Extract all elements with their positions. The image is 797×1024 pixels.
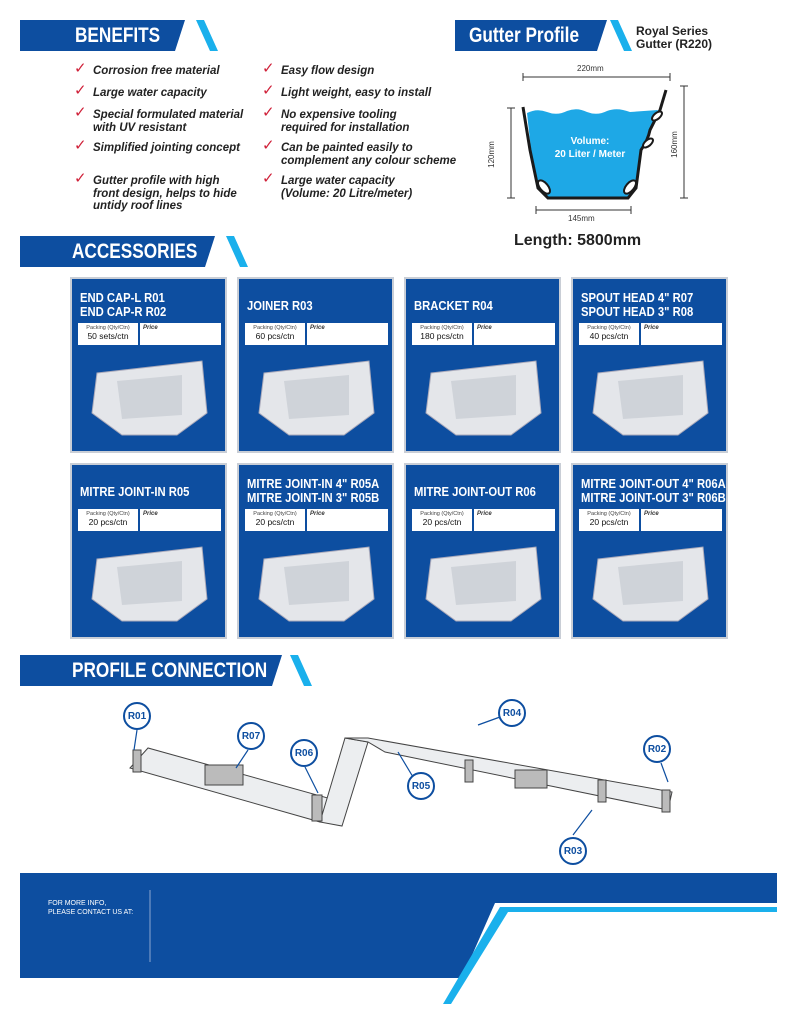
accessory-title: MITRE JOINT-IN 4" R05A MITRE JOINT-IN 3" R05B	[247, 477, 380, 505]
series-name: Royal Series	[636, 24, 709, 38]
packing-label: Packing (Qty/Ctn)	[420, 325, 464, 331]
profile-connection-header	[20, 655, 315, 686]
accessory-title: JOINER R03	[247, 299, 313, 313]
accessory-title: MITRE JOINT-IN R05	[80, 485, 190, 499]
price-box: Price	[641, 323, 722, 345]
price-box: Price	[641, 509, 722, 531]
volume-value: 20 Liter / Meter	[554, 149, 626, 160]
packing-value: 20 pcs/ctn	[589, 517, 629, 527]
accessory-image	[416, 539, 551, 629]
benefit-text: Large water capacity (Volume: 20 Litre/meter)	[281, 175, 413, 200]
volume-title: Volume:	[570, 136, 610, 147]
accessory-image	[82, 353, 217, 443]
accessory-card[interactable]	[571, 463, 728, 639]
accessory-title: MITRE JOINT-OUT 4" R06A MITRE JOINT-OUT 3" R06B	[581, 477, 726, 505]
packing-value: 20 pcs/ctn	[422, 517, 462, 527]
accessory-title: SPOUT HEAD 4" R07 SPOUT HEAD 3" R08	[581, 291, 694, 319]
checkmark-icon: ✓	[262, 137, 275, 154]
accessory-card[interactable]	[404, 463, 561, 639]
checkmark-icon: ✓	[74, 82, 87, 99]
packing-box	[412, 509, 472, 531]
accessory-card[interactable]	[237, 277, 394, 453]
packing-box	[78, 323, 138, 345]
accessory-image	[82, 539, 217, 629]
packing-value: 60 pcs/ctn	[255, 331, 295, 341]
benefit-text: Special formulated material with UV resistant	[93, 109, 244, 134]
gutter-series	[636, 25, 712, 51]
tag-r02: R02	[643, 735, 671, 763]
packing-value: 40 pcs/ctn	[589, 331, 629, 341]
footer-band	[0, 860, 797, 1024]
footer-contact-text: FOR MORE INFO, PLEASE CONTACT US AT:	[48, 900, 134, 916]
checkmark-icon: ✓	[74, 60, 87, 77]
top-width-label: 220mm	[577, 64, 604, 73]
tag-r06: R06	[290, 739, 318, 767]
accessory-card[interactable]	[404, 277, 561, 453]
price-box: Price	[474, 323, 555, 345]
benefit-text: No expensive tooling required for installation	[281, 109, 410, 134]
checkmark-icon: ✓	[74, 137, 87, 154]
checkmark-icon: ✓	[74, 104, 87, 121]
benefit-text: Simplified jointing concept	[93, 142, 240, 154]
benefit-item	[74, 60, 220, 78]
accessory-image	[416, 353, 551, 443]
accessory-image	[583, 353, 718, 443]
price-box: Price	[307, 509, 388, 531]
gutter-length: Length: 5800mm	[514, 232, 642, 249]
benefit-item	[262, 60, 375, 78]
benefit-item	[74, 82, 207, 100]
accessory-image	[583, 539, 718, 629]
tag-r07: R07	[237, 722, 265, 750]
gutter-run-right	[345, 738, 672, 810]
gutter-profile-header	[455, 20, 630, 51]
checkmark-icon: ✓	[262, 104, 275, 121]
accessory-title: END CAP-L R01 END CAP-R R02	[80, 291, 167, 319]
profile-connection-title: PROFILE CONNECTION	[72, 658, 268, 682]
volume-label	[540, 135, 640, 161]
checkmark-icon: ✓	[262, 82, 275, 99]
benefit-text: Light weight, easy to install	[281, 87, 432, 99]
accessory-card[interactable]	[70, 463, 227, 639]
packing-box	[78, 509, 138, 531]
packing-value: 20 pcs/ctn	[255, 517, 295, 527]
accessories-title: ACCESSORIES	[72, 239, 198, 263]
tag-r04: R04	[498, 699, 526, 727]
packing-box	[579, 323, 639, 345]
gutter-run-diagonal	[320, 738, 368, 826]
benefit-item	[262, 104, 410, 134]
benefits-title: BENEFITS	[75, 23, 161, 47]
price-box: Price	[140, 509, 221, 531]
bottom-width-label: 145mm	[568, 214, 595, 223]
profile-connection-diagram	[0, 690, 797, 870]
price-box: Price	[474, 509, 555, 531]
benefit-text: Easy flow design	[281, 65, 375, 77]
accessory-card[interactable]	[571, 277, 728, 453]
tag-r03: R03	[559, 837, 587, 865]
packing-value: 20 pcs/ctn	[88, 517, 128, 527]
checkmark-icon: ✓	[262, 170, 275, 187]
packing-label: Packing (Qty/Ctn)	[253, 325, 297, 331]
packing-box	[245, 509, 305, 531]
benefit-text: Gutter profile with high front design, helps to hide untidy roof lines	[93, 175, 237, 212]
accessory-card[interactable]	[70, 277, 227, 453]
accessory-title: MITRE JOINT-OUT R06	[414, 485, 536, 499]
packing-label: Packing (Qty/Ctn)	[420, 511, 464, 517]
price-box: Price	[307, 323, 388, 345]
packing-label: Packing (Qty/Ctn)	[253, 511, 297, 517]
series-model: Gutter (R220)	[636, 37, 713, 51]
packing-value: 50 sets/ctn	[87, 331, 129, 341]
accessory-title: BRACKET R04	[414, 299, 493, 313]
checkmark-icon: ✓	[262, 60, 275, 77]
benefit-item	[74, 137, 240, 155]
packing-box	[245, 323, 305, 345]
packing-label: Packing (Qty/Ctn)	[86, 325, 130, 331]
front-height-label: 120mm	[486, 141, 496, 168]
benefit-item	[74, 170, 237, 213]
accessories-header	[20, 236, 235, 267]
benefits-header	[20, 20, 205, 51]
tag-r01: R01	[123, 702, 151, 730]
benefit-item	[262, 170, 413, 200]
packing-label: Packing (Qty/Ctn)	[587, 325, 631, 331]
benefit-text: Can be painted easily to complement any colour scheme	[281, 142, 457, 167]
price-box: Price	[140, 323, 221, 345]
accessory-image	[249, 353, 384, 443]
accessory-card[interactable]	[237, 463, 394, 639]
benefit-item	[262, 82, 432, 100]
packing-value: 180 pcs/ctn	[420, 331, 464, 341]
benefit-text: Corrosion free material	[93, 65, 220, 77]
tag-r05: R05	[407, 772, 435, 800]
benefit-item	[262, 137, 457, 167]
packing-label: Packing (Qty/Ctn)	[86, 511, 130, 517]
packing-box	[412, 323, 472, 345]
gutter-profile-title: Gutter Profile	[469, 23, 580, 47]
back-height-label: 160mm	[669, 131, 679, 158]
checkmark-icon: ✓	[74, 170, 87, 187]
accessory-image	[249, 539, 384, 629]
packing-label: Packing (Qty/Ctn)	[587, 511, 631, 517]
benefit-text: Large water capacity	[93, 87, 207, 99]
benefit-item	[74, 104, 244, 134]
packing-box	[579, 509, 639, 531]
